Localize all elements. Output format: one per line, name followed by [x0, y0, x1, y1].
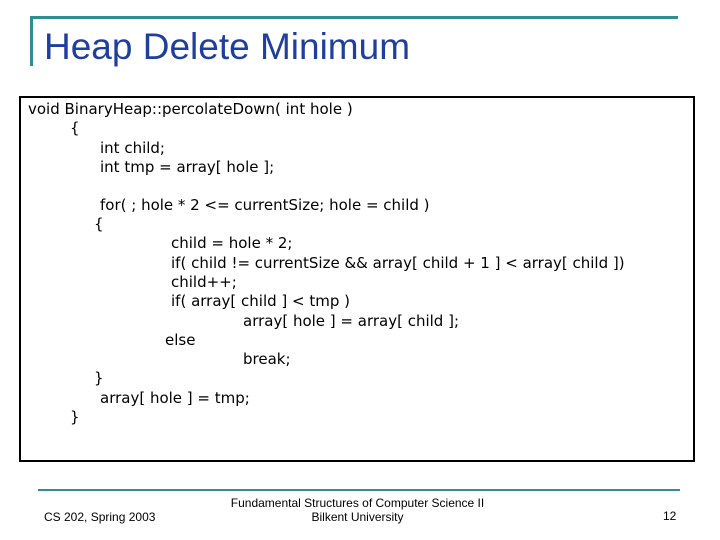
footer-course: CS 202, Spring 2003 [44, 510, 156, 524]
code-line: } [70, 408, 80, 426]
code-line: child++; [171, 273, 237, 291]
page-number: 12 [663, 509, 677, 523]
code-line: int child; [100, 139, 165, 157]
code-line: child = hole * 2; [171, 234, 293, 252]
code-line: { [94, 215, 104, 233]
code-line: array[ hole ] = array[ child ]; [243, 312, 459, 330]
footer-rule [38, 489, 680, 491]
code-line: { [70, 119, 80, 137]
code-line: if( child != currentSize && array[ child + 1 ] < array[ child ]) [171, 254, 625, 272]
code-line: if( array[ child ] < tmp ) [171, 292, 350, 310]
footer-university: Bilkent University [311, 510, 404, 524]
footer-course-title: Fundamental Structures of Computer Science II [230, 496, 485, 510]
footer-institution [210, 496, 505, 524]
code-line: array[ hole ] = tmp; [100, 389, 250, 407]
code-line: for( ; hole * 2 <= currentSize; hole = child ) [100, 196, 430, 214]
code-line: else [165, 331, 196, 349]
code-line: void BinaryHeap::percolateDown( int hole ) [28, 100, 353, 118]
code-line: int tmp = array[ hole ]; [100, 158, 275, 176]
code-line: break; [243, 350, 291, 368]
code-line: } [94, 369, 104, 387]
slide-title: Heap Delete Minimum [44, 26, 411, 67]
title-accent-horizontal [30, 16, 678, 19]
title-accent-vertical [30, 16, 33, 66]
